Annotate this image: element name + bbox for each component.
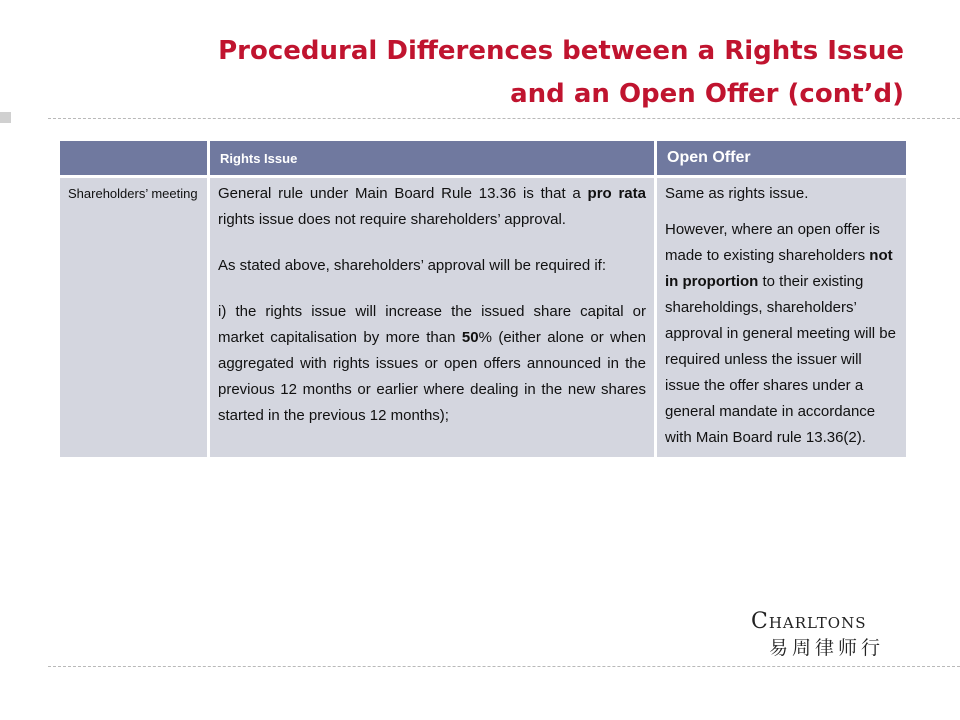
open-offer-paragraph-2 — [665, 217, 898, 451]
header-empty-cell — [59, 140, 209, 177]
open-offer-cell — [656, 177, 908, 459]
logo-wordmark: Charltons — [751, 609, 867, 634]
pro-rata-term: pro rata — [587, 185, 646, 202]
row-label-shareholders-meeting: Shareholders’ meeting — [59, 177, 209, 459]
slide-title-line1: Procedural Differences between a Rights Issue — [218, 36, 904, 66]
title-bullet-marker — [0, 112, 11, 123]
text-span: However, where an open offer is made to existing shareholders — [665, 221, 880, 264]
rights-issue-paragraph-2: As stated above, shareholders’ approval will be required if: — [218, 257, 606, 274]
threshold-value: 50 — [461, 329, 479, 346]
header-rights-issue: Rights Issue — [209, 140, 656, 177]
not-in-proportion-term: not in proportion — [665, 247, 893, 290]
text-span: % (either alone or when aggregated with rights issues or open offers announced in the previous 12 months or earlier where dealing in the new shares started in the previous 12 months); — [218, 329, 646, 424]
title-divider — [48, 118, 960, 119]
text-span: to their existing shareholdings, shareholders’ approval in general meeting will be required unless the issuer will issue the offer shares under a general mandate in accordance with Main Board rule 13.36(2). — [665, 273, 896, 446]
rights-issue-paragraph-3 — [218, 299, 646, 429]
rights-issue-cell — [209, 177, 656, 459]
slide-title — [84, 30, 904, 116]
open-offer-paragraph-1: Same as rights issue. — [665, 185, 809, 202]
header-open-offer: Open Offer — [656, 140, 908, 177]
text-span: General rule under Main Board Rule 13.36 is that a — [218, 185, 588, 202]
charltons-logo — [751, 609, 884, 661]
comparison-table — [57, 138, 909, 460]
slide-title-line2: and an Open Offer (cont’d) — [510, 79, 904, 109]
rights-issue-paragraph-1 — [218, 181, 646, 233]
text-span: i) the rights issue will increase the issued share capital or market capitalisation by more than — [218, 303, 646, 346]
text-span: rights issue does not require shareholders’ approval. — [218, 211, 566, 228]
logo-chinese-name: 易周律师行 — [769, 637, 885, 659]
table-row — [59, 177, 908, 459]
table-header-row — [59, 140, 908, 177]
footer-divider — [48, 666, 960, 667]
